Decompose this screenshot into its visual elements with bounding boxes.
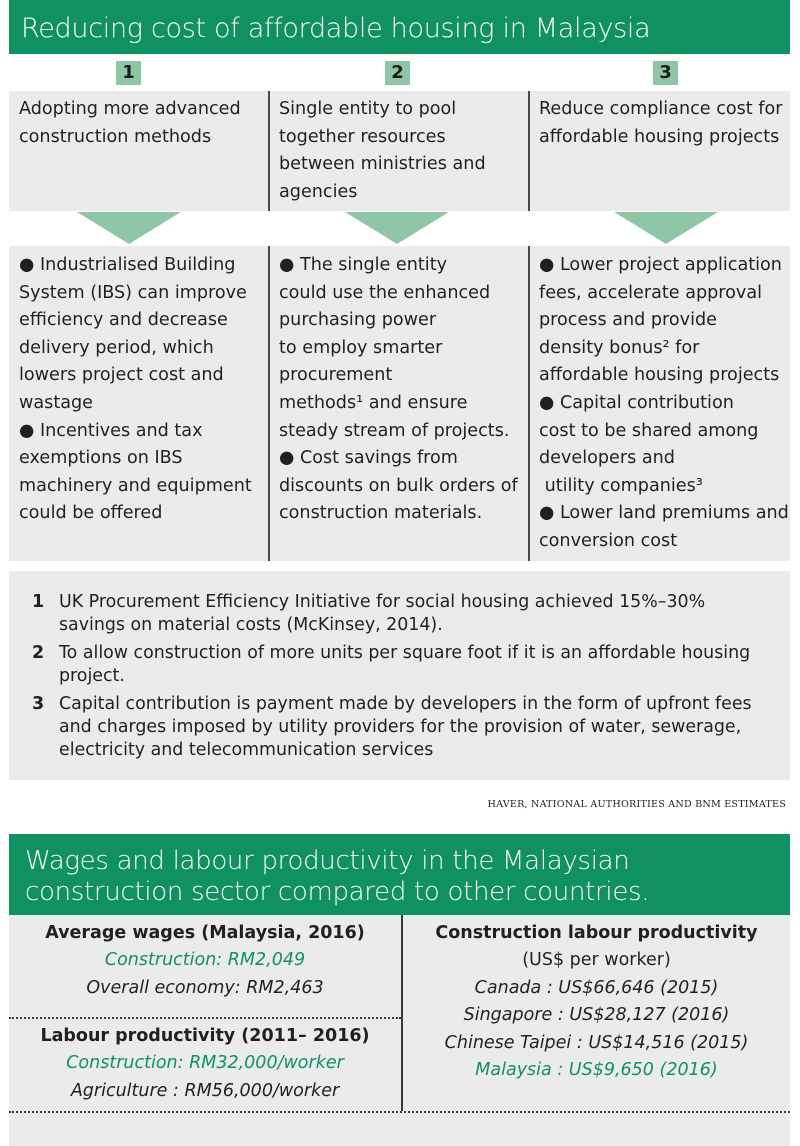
divider-top-2 <box>528 91 530 211</box>
column-heading-3: Reduce compliance cost for affordable housing projects <box>539 99 783 147</box>
column-number-3: 3 <box>653 61 678 85</box>
divider-top-1 <box>268 91 270 211</box>
source-credit: HAVER, NATIONAL AUTHORITIES AND BNM ESTIMATES <box>487 799 786 810</box>
column-body-2: ● The single entity could use the enhanced purchasing power to employ smarter procurement methods¹ and ensure steady stream of projects. ● Cost savings from discounts on bulk orders of construction materials. <box>279 255 518 524</box>
divider-bottom-2 <box>528 246 530 561</box>
wages-title: Wages and labour productivity in the Malaysian construction sector compared to other countries. <box>9 834 790 915</box>
column-heading-2: Single entity to pool together resources between ministries and agencies <box>279 99 486 202</box>
footnote: 1 UK Procurement Efficiency Initiative for social housing achieved 15%–30% savings on material costs (McKinsey, 2014). <box>32 592 706 635</box>
footnotes <box>9 571 790 780</box>
column-heading-1: Adopting more advanced construction methods <box>19 99 241 147</box>
down-arrow-icon <box>345 212 449 244</box>
housing-title: Reducing cost of affordable housing in Malaysia <box>9 0 790 54</box>
dotted-divider-bottom <box>9 1111 790 1113</box>
footnote: 2 To allow construction of more units per square foot if it is an affordable housing project. <box>32 643 751 686</box>
construction-productivity-block: Construction labour productivity (US$ per worker) Canada : US$66,646 (2015) Singapore : US$28,127 (2016) Chinese Taipei : US$14,516 (2015) Malaysia : US$9,650 (2016) <box>435 923 758 1081</box>
footnote: 3 Capital contribution is payment made by developers in the form of upfront fees and charges imposed by utility providers for the provision of water, sewerage, electricity and telecommunication services <box>32 694 752 760</box>
wages-panel <box>9 915 790 1146</box>
average-wages-block: Average wages (Malaysia, 2016) Construction: RM2,049 Overall economy: RM2,463 <box>45 923 365 998</box>
labour-productivity-block: Labour productivity (2011– 2016) Construction: RM32,000/worker Agriculture : RM56,000/worker <box>40 1026 370 1101</box>
down-arrow-icon <box>77 212 181 244</box>
down-arrow-icon <box>614 212 718 244</box>
column-body-3: ● Lower project application fees, accelerate approval process and provide density bonus² for affordable housing projects ● Capital contribution cost to be shared among developers and utility companies³ ● Lower land premiums and conversion cost <box>539 255 789 551</box>
column-number-2: 2 <box>385 61 410 85</box>
dotted-divider <box>9 1017 401 1019</box>
column-number-1: 1 <box>116 61 141 85</box>
divider-bottom-1 <box>268 246 270 561</box>
column-body-1: ● Industrialised Building System (IBS) can improve efficiency and decrease delivery period, which lowers project cost and wastage ● Incentives and tax exemptions on IBS machinery and equipment could be offered <box>19 255 252 524</box>
